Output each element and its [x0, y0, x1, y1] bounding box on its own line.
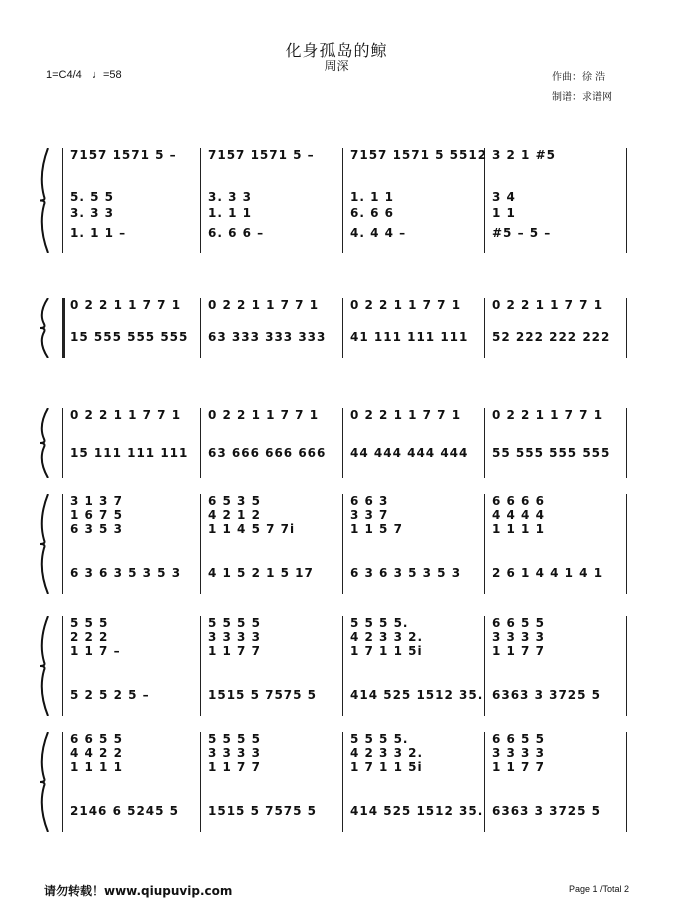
measure-notes: 0 2 2 1 1 7 7 1 [492, 298, 604, 312]
measure-notes: 6363 3 3725 5 [492, 688, 602, 702]
bar-line [62, 408, 63, 478]
measure-notes: 3 3 3 3 [208, 746, 261, 760]
measure-notes: 4 1 5 2 1 5 17 [208, 566, 314, 580]
bar-line [626, 148, 627, 253]
bar-line [484, 732, 485, 832]
bar-line [626, 298, 627, 358]
measure-notes: 6. 6 6 [350, 206, 394, 220]
measure-notes: 1 1 1 1 [492, 522, 545, 536]
bar-line [484, 616, 485, 716]
tempo-marking: ♩=58 [92, 69, 122, 81]
bar-line [342, 494, 343, 594]
measure-notes: 0 2 2 1 1 7 7 1 [350, 298, 462, 312]
measure-notes: 4. 4 4 – [350, 226, 407, 240]
measure-notes: 414 525 1512 35. [350, 688, 484, 702]
measure-notes: 1 1 1 1 [70, 760, 123, 774]
bar-line [62, 148, 63, 253]
bar-line [200, 732, 201, 832]
measure-notes: 5 5 5 [70, 616, 109, 630]
composer-credit: 作曲：徐 浩 [552, 72, 606, 83]
bar-line [342, 298, 343, 358]
bar-line [484, 298, 485, 358]
bar-line [200, 298, 201, 358]
measure-notes: 6 3 5 3 [70, 522, 123, 536]
measure-notes: 41 111 111 111 [350, 330, 469, 344]
measure-notes: 6 6 6 6 [492, 494, 545, 508]
measure-notes: 1515 5 7575 5 [208, 688, 318, 702]
grand-staff-brace [0, 616, 60, 716]
measure-notes: 55 555 555 555 [492, 446, 611, 460]
measure-notes: 1515 5 7575 5 [208, 804, 318, 818]
measure-notes: 63 333 333 333 [208, 330, 327, 344]
measure-notes: 2 2 2 [70, 630, 109, 644]
measure-notes: 2146 6 5245 5 [70, 804, 180, 818]
measure-notes: 3 1 3 7 [70, 494, 123, 508]
score-system [0, 148, 673, 253]
measure-notes: 5 5 5 5 [208, 616, 261, 630]
measure-notes: 3 3 7 [350, 508, 389, 522]
measure-notes: 5 5 5 5 [208, 732, 261, 746]
bar-line [484, 494, 485, 594]
measure-notes: 1. 1 1 [208, 206, 252, 220]
bar-line [342, 616, 343, 716]
measure-notes: 414 525 1512 35. [350, 804, 484, 818]
measure-notes: 7157 1571 5 – [208, 148, 315, 162]
measure-notes: 4 2 3 3 2. [350, 630, 424, 644]
transcriber-credit: 制谱：求谱网 [552, 92, 612, 103]
measure-notes: 15 111 111 111 [70, 446, 189, 460]
bar-line [484, 148, 485, 253]
bar-line [484, 408, 485, 478]
measure-notes: 5 5 5 5. [350, 732, 409, 746]
measure-notes: 5. 5 5 [70, 190, 114, 204]
bar-line [626, 408, 627, 478]
measure-notes: 3 4 [492, 190, 516, 204]
score-system [0, 298, 673, 358]
measure-notes: 5 5 5 5. [350, 616, 409, 630]
measure-notes: 44 444 444 444 [350, 446, 469, 460]
measure-notes: 0 2 2 1 1 7 7 1 [70, 298, 182, 312]
score-system [0, 408, 673, 478]
bar-line [62, 616, 63, 716]
measure-notes: 4 4 2 2 [70, 746, 123, 760]
measure-notes: 1 6 7 5 [70, 508, 123, 522]
measure-notes: 1. 1 1 [350, 190, 394, 204]
measure-notes: #5 – 5 – [492, 226, 552, 240]
bar-line [200, 408, 201, 478]
measure-notes: 1 1 [492, 206, 516, 220]
bar-line [342, 148, 343, 253]
measure-notes: 6 6 5 5 [492, 616, 545, 630]
measure-notes: 0 2 2 1 1 7 7 1 [70, 408, 182, 422]
bar-line [342, 732, 343, 832]
measure-notes: 1 1 7 – [70, 644, 121, 658]
bar-line [200, 616, 201, 716]
measure-notes: 6363 3 3725 5 [492, 804, 602, 818]
measure-notes: 1 7 1 1 5i [350, 760, 423, 774]
measure-notes: 3 3 3 3 [492, 746, 545, 760]
measure-notes: 6 5 3 5 [208, 494, 261, 508]
measure-notes: 6 6 3 [350, 494, 389, 508]
bar-line [626, 494, 627, 594]
bar-line [62, 732, 63, 832]
measure-notes: 63 666 666 666 [208, 446, 327, 460]
measure-notes: 1. 1 1 – [70, 226, 127, 240]
measure-notes: 3 2 1 #5 [492, 148, 556, 162]
measure-notes: 15 555 555 555 [70, 330, 189, 344]
bar-line [626, 616, 627, 716]
measure-notes: 4 2 1 2 [208, 508, 261, 522]
measure-notes: 1 7 1 1 5i [350, 644, 423, 658]
bar-line [200, 148, 201, 253]
grand-staff-brace [0, 148, 60, 253]
measure-notes: 3 3 3 3 [492, 630, 545, 644]
bar-line [200, 494, 201, 594]
score-system [0, 616, 673, 716]
measure-notes: 5 2 5 2 5 – [70, 688, 150, 702]
measure-notes: 6. 6 6 – [208, 226, 265, 240]
grand-staff-brace [0, 732, 60, 832]
measure-notes: 0 2 2 1 1 7 7 1 [492, 408, 604, 422]
copyright-notice: 请勿转载！www.qiupuvip.com [44, 884, 233, 898]
bar-line [62, 298, 65, 358]
page-title: 化身孤岛的鲸 [285, 41, 388, 60]
measure-notes: 2 6 1 4 4 1 4 1 [492, 566, 604, 580]
singer-name: 周深 [324, 59, 349, 73]
measure-notes: 4 2 3 3 2. [350, 746, 424, 760]
bar-line [62, 494, 63, 594]
measure-notes: 3. 3 3 [208, 190, 252, 204]
measure-notes: 6 6 5 5 [492, 732, 545, 746]
measure-notes: 0 2 2 1 1 7 7 1 [208, 408, 320, 422]
measure-notes: 3. 3 3 [70, 206, 114, 220]
measure-notes: 4 4 4 4 [492, 508, 545, 522]
measure-notes: 0 2 2 1 1 7 7 1 [208, 298, 320, 312]
measure-notes: 1 1 4 5 7 7i [208, 522, 296, 536]
measure-notes: 1 1 7 7 [492, 760, 545, 774]
measure-notes: 52 222 222 222 [492, 330, 611, 344]
measure-notes: 1 1 7 7 [208, 644, 261, 658]
grand-staff-brace [0, 408, 60, 478]
score-system [0, 732, 673, 832]
measure-notes: 1 1 7 7 [492, 644, 545, 658]
bar-line [626, 732, 627, 832]
measure-notes: 6 3 6 3 5 3 5 3 [70, 566, 182, 580]
grand-staff-brace [0, 494, 60, 594]
measure-notes: 3 3 3 3 [208, 630, 261, 644]
measure-notes: 1 1 7 7 [208, 760, 261, 774]
measure-notes: 7157 1571 5 – [70, 148, 177, 162]
measure-notes: 6 6 5 5 [70, 732, 123, 746]
score-system [0, 494, 673, 594]
measure-notes: 6 3 6 3 5 3 5 3 [350, 566, 462, 580]
measure-notes: 7157 1571 5 5512 [350, 148, 488, 162]
measure-notes: 1 1 5 7 [350, 522, 403, 536]
measure-notes: 0 2 2 1 1 7 7 1 [350, 408, 462, 422]
page-number: Page 1 /Total 2 [568, 884, 629, 894]
key-signature: 1=C4/4 [46, 69, 82, 81]
grand-staff-brace [0, 298, 60, 358]
bar-line [342, 408, 343, 478]
